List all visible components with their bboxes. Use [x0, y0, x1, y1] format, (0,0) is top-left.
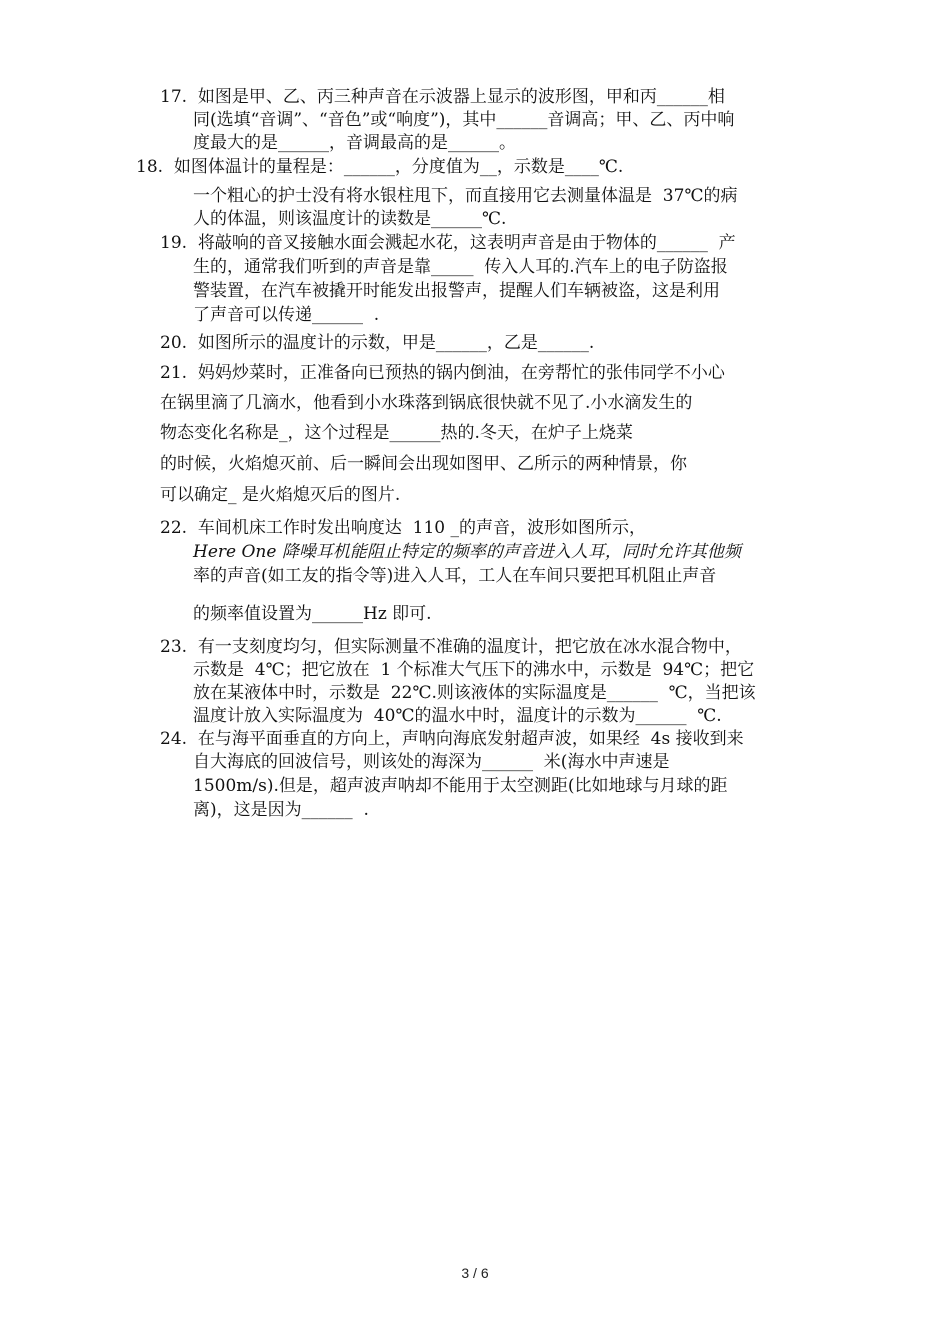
- question-22-line-4: 的频率值设置为______Hz 即可.: [193, 604, 432, 624]
- question-18-line-3: 人的体温，则该温度计的读数是______℃.: [193, 209, 507, 229]
- question-22-line-2: Here One 降噪耳机能阻止特定的频率的声音进入人耳，同时允许其他频: [193, 542, 741, 562]
- question-23-line-4: 温度计放入实际温度为 40℃的温水中时，温度计的示数为______ ℃.: [193, 706, 722, 726]
- question-21-line-1: 21. 妈妈炒菜时，正准备向已预热的锅内倒油，在旁帮忙的张伟同学不小心: [160, 363, 725, 383]
- question-21-line-5: 可以确定_ 是火焰熄灭后的图片.: [160, 485, 401, 505]
- question-20-line-1: 20. 如图所示的温度计的示数，甲是______，乙是______.: [160, 333, 595, 353]
- question-23-line-3: 放在某液体中时，示数是 22℃.则该液体的实际温度是______ ℃，当把该: [193, 683, 756, 703]
- question-21-line-3: 物态变化名称是_，这个过程是______热的.冬天，在炉子上烧菜: [160, 423, 633, 443]
- question-19-line-3: 警装置，在汽车被撬开时能发出报警声，提醒人们车辆被盗，这是利用: [193, 281, 720, 301]
- question-21-line-4: 的时候，火焰熄灭前、后一瞬间会出现如图甲、乙所示的两种情景，你: [160, 454, 687, 474]
- question-17-line-1: 17. 如图是甲、乙、丙三种声音在示波器上显示的波形图，甲和丙______相: [160, 87, 725, 107]
- question-24-line-1: 24. 在与海平面垂直的方向上，声呐向海底发射超声波，如果经 4s 接收到来: [160, 729, 744, 749]
- question-17-line-3: 度最大的是______，音调最高的是______。: [193, 133, 516, 153]
- question-22-line-3: 率的声音(如工友的指令等)进入人耳，工人在车间只要把耳机阻止声音: [193, 566, 717, 586]
- question-18-line-1: 18. 如图体温计的量程是：______，分度值为__，示数是____℃.: [136, 157, 624, 177]
- question-19-line-1: 19. 将敲响的音叉接触水面会溅起水花，这表明声音是由于物体的______ 产: [160, 233, 736, 253]
- question-17-line-2: 同(选填“音调”、“音色”或“响度”)，其中______音调高；甲、乙、丙中响: [193, 110, 735, 130]
- question-18-line-2: 一个粗心的护士没有将水银柱甩下，而直接用它去测量体温是 37℃的病: [193, 186, 738, 206]
- question-23-line-1: 23. 有一支刻度均匀，但实际测量不准确的温度计，把它放在冰水混合物中，: [160, 637, 742, 657]
- page-number: 3 / 6: [461, 1265, 489, 1281]
- question-19-line-4: 了声音可以传递______ .: [193, 305, 380, 325]
- question-24-line-3: 1500m/s).但是，超声波声呐却不能用于太空测距(比如地球与月球的距: [193, 776, 728, 796]
- question-22-line-1: 22. 车间机床工作时发出响度达 110 _的声音，波形如图所示，: [160, 518, 647, 538]
- question-24-line-2: 自大海底的回波信号，则该处的海深为______ 米(海水中声速是: [193, 752, 670, 772]
- question-21-line-2: 在锅里滴了几滴水，他看到小水珠落到锅底很快就不见了.小水滴发生的: [160, 393, 693, 413]
- question-24-line-4: 离)，这是因为______ .: [193, 800, 369, 820]
- question-23-line-2: 示数是 4℃；把它放在 1 个标准大气压下的沸水中，示数是 94℃；把它: [193, 660, 755, 680]
- question-19-line-2: 生的，通常我们听到的声音是靠_____ 传入人耳的.汽车上的电子防盗报: [193, 257, 728, 277]
